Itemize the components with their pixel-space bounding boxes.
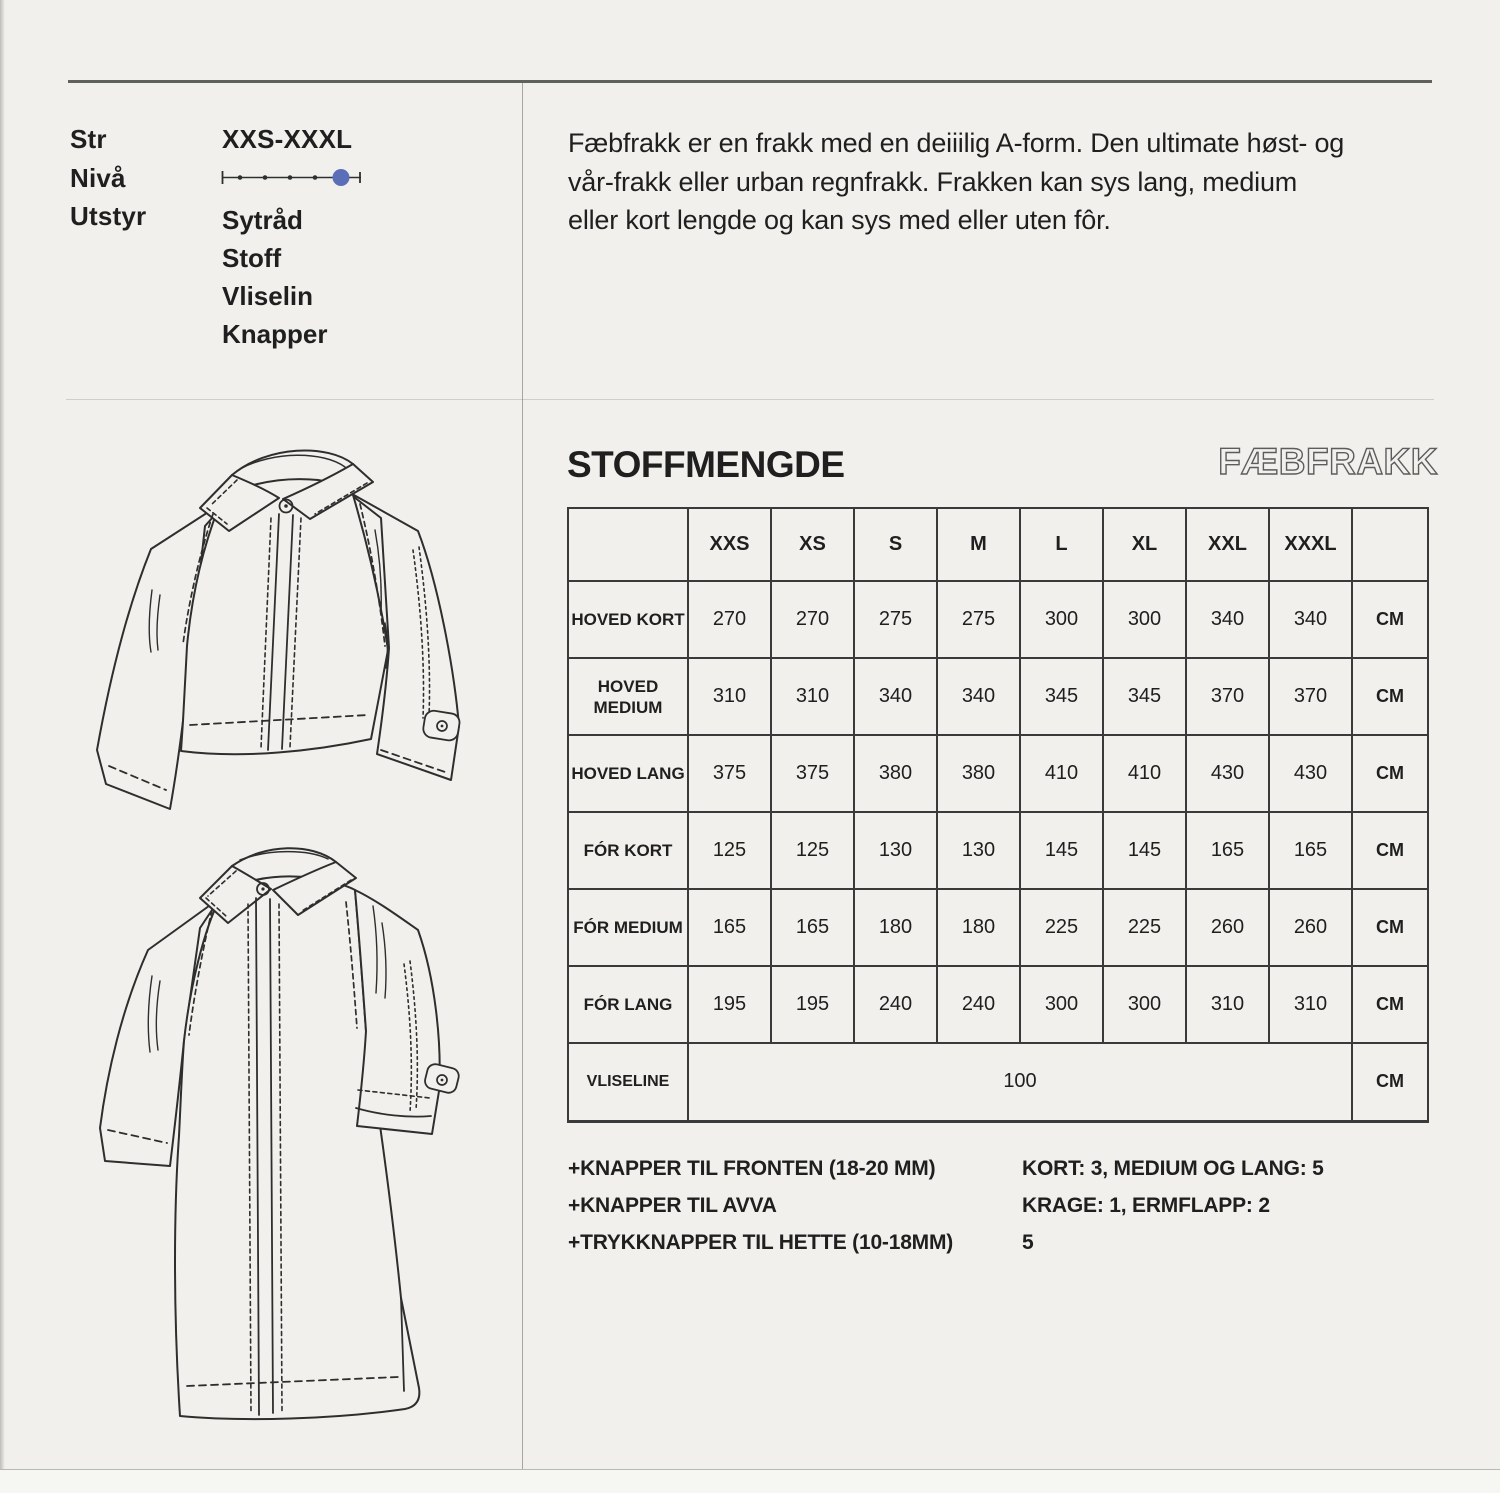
value-cell: 145 [1103, 812, 1186, 889]
section-title: STOFFMENGDE [567, 444, 845, 485]
value-cell: 165 [771, 889, 854, 966]
row-label: FÓR KORT [568, 812, 688, 889]
value-cell: 195 [688, 966, 771, 1043]
value-cell: 345 [1020, 658, 1103, 735]
interfacing-value: 100 [688, 1043, 1352, 1121]
value-cell: 225 [1020, 889, 1103, 966]
level-tick [238, 175, 243, 180]
value-cell: 370 [1186, 658, 1269, 735]
size-header: XXS [688, 508, 771, 581]
level-dot [333, 169, 350, 186]
value-cell: 345 [1103, 658, 1186, 735]
value-cell: 380 [854, 735, 937, 812]
value-cell: 430 [1269, 735, 1352, 812]
description-paragraph [568, 124, 1500, 240]
value-cell: 165 [1186, 812, 1269, 889]
page-bottom-edge [0, 1469, 1500, 1493]
value-cell: 240 [854, 966, 937, 1043]
value-cell: 125 [688, 812, 771, 889]
equipment-item: Sytråd [222, 205, 303, 235]
note-line: KORT: 3, MEDIUM OG LANG: 5 [1022, 1157, 1324, 1180]
interfacing-label: VLISELINE [568, 1043, 688, 1121]
value-cell: 225 [1103, 889, 1186, 966]
value-cell: 370 [1269, 658, 1352, 735]
unit-header [1352, 508, 1428, 581]
value-cell: 300 [1020, 966, 1103, 1043]
value-cell: 340 [854, 658, 937, 735]
size-header: S [854, 508, 937, 581]
value-cell: 275 [937, 581, 1020, 658]
button-notes-right [1022, 1150, 1324, 1261]
note-line: 5 [1022, 1231, 1034, 1254]
column-divider [522, 83, 523, 1469]
value-cell: 260 [1186, 889, 1269, 966]
value-cell: 180 [937, 889, 1020, 966]
equipment-item: Vliselin [222, 281, 314, 311]
scan-edge-shadow [0, 0, 5, 1493]
value-cell: 165 [1269, 812, 1352, 889]
level-tick [313, 175, 318, 180]
value-cell: 340 [1269, 581, 1352, 658]
size-header: L [1020, 508, 1103, 581]
long-coat-drawing [60, 828, 520, 1453]
description-line: eller kort lengde og kan sys med eller uten fôr. [568, 205, 1111, 235]
value-cell: 410 [1020, 735, 1103, 812]
table-row [568, 889, 1428, 966]
size-header: XS [771, 508, 854, 581]
size-header: XXL [1186, 508, 1269, 581]
value-cell: 300 [1103, 581, 1186, 658]
equipment-label: Utstyr [70, 201, 147, 231]
value-cell: 375 [688, 735, 771, 812]
level-tick [263, 175, 268, 180]
value-cell: 240 [937, 966, 1020, 1043]
unit-cell: CM [1352, 812, 1428, 889]
value-cell: 310 [771, 658, 854, 735]
row-label: FÓR LANG [568, 966, 688, 1043]
top-rule [68, 80, 1432, 83]
value-cell: 430 [1186, 735, 1269, 812]
description-line: Fæbfrakk er en frakk med en deiiilig A-form. Den ultimate høst- og [568, 128, 1345, 158]
unit-cell: CM [1352, 581, 1428, 658]
value-cell: 195 [771, 966, 854, 1043]
value-cell: 310 [1186, 966, 1269, 1043]
fabric-table-body [568, 508, 1428, 1121]
table-row [568, 812, 1428, 889]
equipment-item: Stoff [222, 243, 282, 273]
row-label: HOVED KORT [568, 581, 688, 658]
value-cell: 340 [1186, 581, 1269, 658]
row-label: HOVED MEDIUM [568, 658, 688, 735]
note-line: +TRYKKNAPPER TIL HETTE (10-18MM) [568, 1231, 954, 1254]
value-cell: 145 [1020, 812, 1103, 889]
value-cell: 275 [854, 581, 937, 658]
unit-cell: CM [1352, 658, 1428, 735]
note-line: +KNAPPER TIL FRONTEN (18-20 MM) [568, 1157, 936, 1180]
value-cell: 180 [854, 889, 937, 966]
table-row [568, 735, 1428, 812]
faint-fold-line [66, 399, 1434, 400]
unit-cell: CM [1352, 966, 1428, 1043]
equipment-list [222, 201, 327, 353]
value-cell: 125 [771, 812, 854, 889]
size-value: XXS-XXXL [222, 124, 353, 154]
description-line: vår-frakk eller urban regnfrakk. Frakken kan sys lang, medium [568, 166, 1298, 197]
value-cell: 130 [854, 812, 937, 889]
level-indicator [221, 166, 363, 194]
fabric-table [567, 507, 1429, 1123]
size-header: XXXL [1269, 508, 1352, 581]
unit-cell: CM [1352, 735, 1428, 812]
value-cell: 300 [1103, 966, 1186, 1043]
equipment-item: Knapper [222, 319, 328, 349]
button-notes-left [568, 1150, 953, 1261]
brand-logo [1196, 440, 1440, 491]
value-cell: 410 [1103, 735, 1186, 812]
table-row [568, 966, 1428, 1043]
size-header: M [937, 508, 1020, 581]
table-header-row [568, 508, 1428, 581]
table-row [568, 581, 1428, 658]
short-coat-drawing [80, 418, 500, 823]
value-cell: 300 [1020, 581, 1103, 658]
value-cell: 270 [771, 581, 854, 658]
level-tick [288, 175, 293, 180]
value-cell: 260 [1269, 889, 1352, 966]
value-cell: 165 [688, 889, 771, 966]
note-line: KRAGE: 1, ERMFLAPP: 2 [1022, 1194, 1270, 1217]
row-label: HOVED LANG [568, 735, 688, 812]
size-label: Str [70, 124, 107, 154]
value-cell: 310 [688, 658, 771, 735]
value-cell: 375 [771, 735, 854, 812]
level-label: Nivå [70, 163, 126, 193]
level-indicator-graphic [221, 166, 363, 189]
brand-logo-text: FÆBFRAKK [1218, 441, 1438, 482]
interfacing-row [568, 1043, 1428, 1121]
corner-cell [568, 508, 688, 581]
size-header: XL [1103, 508, 1186, 581]
table-row [568, 658, 1428, 735]
unit-cell: CM [1352, 889, 1428, 966]
row-label: FÓR MEDIUM [568, 889, 688, 966]
unit-cell: CM [1352, 1043, 1428, 1121]
value-cell: 340 [937, 658, 1020, 735]
note-line: +KNAPPER TIL AVVA [568, 1194, 777, 1217]
value-cell: 270 [688, 581, 771, 658]
value-cell: 380 [937, 735, 1020, 812]
value-cell: 310 [1269, 966, 1352, 1043]
value-cell: 130 [937, 812, 1020, 889]
